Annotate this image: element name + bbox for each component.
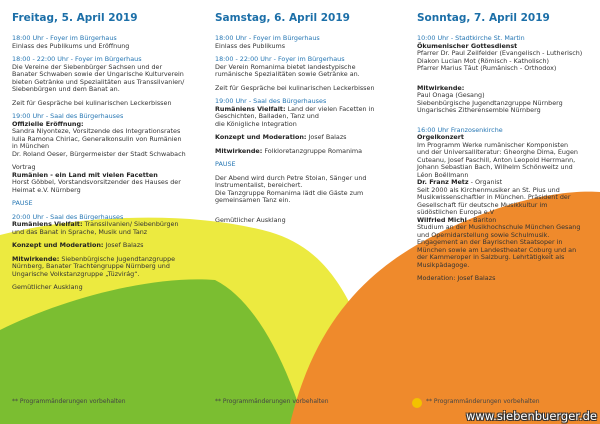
- text-line: Sandra Niyonteze, Vorsitzende des Integrationsrates: [12, 127, 181, 135]
- text-line: Iulia Ramona Chiriac, Generalkonsulin von Rumänien: [12, 134, 182, 143]
- text-line: Zeit für Gespräche bei kulinarischen Leckerbissen: [12, 98, 172, 107]
- heading: Mitwirkende:: [417, 83, 465, 92]
- text-line: Siebenbürgen und dem Banat an.: [12, 85, 120, 93]
- text-line: rumänische Spezialitäten sowie Getränke an.: [215, 70, 360, 78]
- text-line: Instrumentalist, bereichert.: [215, 181, 303, 189]
- text-line: Gesellschaft für deutsche Musikkultur im: [417, 200, 548, 209]
- sunday-block-3: [417, 127, 592, 180]
- sunday-block-1: [417, 35, 592, 73]
- column-sunday: [417, 0, 592, 289]
- watermark: www.siebenbuerger.de: [466, 409, 598, 423]
- time-label: 18:00 Uhr - Foyer im Bürgerhaus: [12, 34, 117, 42]
- text-line: südöstlichen Europa e.V: [417, 208, 495, 216]
- time-label: 18:00 - 22:00 Uhr - Foyer im Bürgerhaus: [12, 55, 142, 63]
- text-line: Siebenbürgische Jugendtanzgruppe Nürnberg: [417, 98, 563, 107]
- text-line: gemeinsamen Tanz ein.: [215, 196, 291, 204]
- saturday-block-5: [215, 134, 395, 142]
- text-line: Folkloretanzgruppe Romanima: [262, 146, 363, 155]
- text-line: Banater Schwaben sowie der Ungarische Kulturverein: [12, 70, 184, 78]
- text-line: Musikwissenschaftler in München. Präsident der: [417, 193, 571, 201]
- sunday-block-4: [417, 179, 592, 217]
- saturday-block-2: [215, 56, 395, 79]
- text-line: Johann Sebastian Bach, Wilhelm Schönweitz und: [417, 163, 573, 171]
- friday-block-7: [12, 242, 190, 250]
- text-line: Ungarisches Zitherensemble Nürnberg: [417, 106, 541, 114]
- text-line: Heimat e.V. Nürnberg: [12, 185, 81, 194]
- text-line: Léon Boëllmann: [417, 170, 469, 179]
- text-line: Pfarrer Dr. Paul Zeilfelder (Evangelisch - Lutherisch): [417, 49, 583, 57]
- text-line: die Königliche Integration: [215, 119, 297, 128]
- time-label: 19:00 Uhr - Saal des Bürgerhauses: [12, 112, 124, 120]
- friday-block-3: [12, 100, 190, 108]
- text-line: Diakon Lucian Mot (Römisch - Katholisch): [417, 56, 550, 65]
- text-line: Seit 2000 als Kirchenmusiker an St. Pius und: [417, 185, 560, 194]
- text-line: Studium an der Musikhochschule München Gesang: [417, 223, 581, 231]
- text-line: Cuteanu, Josef Paschill, Anton Leopold Herrmann,: [417, 155, 576, 164]
- sunday-block-6: [417, 275, 592, 283]
- text-line: Der Verein Romanima bietet landestypische: [215, 62, 356, 71]
- time-label: 16:00 Uhr Franzosenkirche: [417, 125, 503, 134]
- text-line: Musikpädagoge.: [417, 260, 470, 269]
- heading: Konzept und Moderation:: [215, 133, 307, 141]
- sunday-block-2: [417, 85, 592, 115]
- heading: Konzept und Moderation:: [12, 241, 104, 249]
- text-line: Vortrag: [12, 163, 36, 171]
- friday-block-1: [12, 35, 190, 50]
- text-line: der Kammeroper in Salzburg. Lehrtätigkeit als: [417, 253, 565, 261]
- text-line: - Organist: [468, 178, 503, 186]
- text-line: Die Vereine der Siebenbürger Sachsen und der: [12, 62, 163, 71]
- heading: Rumäniens Vielfalt:: [12, 220, 83, 228]
- text-line: München sowie am Landestheater Coburg und an: [417, 245, 577, 254]
- day-title-sunday: Sonntag, 7. April 2019: [417, 12, 550, 24]
- text-line: Im Programm Werke rumänischer Komponisten: [417, 140, 569, 149]
- text-line: Siebenbürgische Jugendtanzgruppe: [59, 254, 176, 263]
- saturday-block-1: [215, 35, 395, 50]
- text-line: Die Tanzgruppe Romanima lädt die Gäste zum: [215, 188, 364, 197]
- friday-block-5: [12, 164, 190, 194]
- text-line: Nürnberg, Banater Trachtengruppe Nürnberg und: [12, 262, 170, 270]
- saturday-block-8: [215, 217, 395, 225]
- column-saturday: [215, 0, 395, 230]
- text-line: Josef Balazs: [306, 133, 347, 141]
- text-line: bieten Getränke und Spezialitäten aus Transsilvanien/: [12, 77, 185, 86]
- text-line: und Opernidarstellung sowie Schulmusik.: [417, 230, 550, 239]
- saturday-block-6: [215, 148, 395, 156]
- text-line: und das Banat in Sprache, Musik und Tanz: [12, 227, 148, 236]
- saturday-pause: [215, 161, 395, 169]
- time-label: 20:00 Uhr - Saal des Bürgerhauses: [12, 212, 124, 221]
- saturday-block-4: [215, 98, 395, 128]
- time-label: 10:00 Uhr - Stadtkirche St. Martin: [417, 34, 525, 42]
- text-line: Ungarische Volkstanzgruppe „Tüzvirág“.: [12, 269, 140, 278]
- footer-note-sunday: ** Programmänderungen vorbehalten: [426, 398, 540, 405]
- text-line: Geschichten, Balladen, Tanz und: [215, 112, 319, 120]
- text-line: und der Universalliteratur: Gheorghe Dima, Eugen: [417, 148, 578, 156]
- heading: Rumänien - ein Land mit vielen Facetten: [12, 170, 158, 179]
- heading: Ökumenischer Gottesdienst: [417, 41, 518, 50]
- friday-block-9: [12, 284, 190, 292]
- time-label: 18:00 Uhr - Foyer im Bürgerhaus: [215, 34, 320, 42]
- text-line: Josef Balazs: [103, 241, 144, 249]
- footer-note-friday: ** Programmänderungen vorbehalten: [12, 398, 126, 405]
- text-line: in München: [12, 142, 50, 150]
- heading: Orgelkonzert: [417, 133, 464, 141]
- friday-pause: [12, 200, 190, 208]
- friday-block-2: [12, 56, 190, 94]
- text-line: Land der vielen Facetten in: [285, 104, 375, 113]
- heading: Mitwirkende:: [12, 254, 60, 263]
- heading: Offizielle Eröffnung:: [12, 119, 84, 128]
- logo-icon: [412, 398, 422, 408]
- text-line: Pfarrer Marius Tăut (Rumänisch - Orthodox): [417, 64, 557, 72]
- text-line: Horst Göbbel, Vorstandsvorsitzender des Hauses der: [12, 178, 181, 186]
- pause-label: PAUSE: [215, 160, 236, 168]
- text-line: Einlass des Publikums und Eröffnung: [12, 41, 130, 50]
- day-title-saturday: Samstag, 6. April 2019: [215, 12, 350, 24]
- text-line: Gemütlicher Ausklang: [215, 215, 286, 224]
- text-line: Moderation: Josef Balazs: [417, 274, 496, 282]
- friday-block-8: [12, 256, 190, 279]
- text-line: - Bariton: [466, 215, 497, 224]
- heading: Rumäniens Vielfalt:: [215, 104, 286, 113]
- friday-block-4: [12, 113, 190, 158]
- text-line: Engagement an der Bayrischen Staatsoper in: [417, 238, 563, 246]
- text-line: Dr. Roland Oeser, Bürgermeister der Stadt Schwabach: [12, 149, 186, 158]
- text-line: Gemütlicher Ausklang: [12, 283, 83, 291]
- time-label: 19:00 Uhr - Saal des Bürgerhauses: [215, 97, 327, 105]
- time-label: 18:00 - 22:00 Uhr - Foyer im Bürgerhaus: [215, 55, 345, 63]
- heading: Wilfried Michl: [417, 215, 467, 224]
- sunday-block-5: [417, 217, 592, 270]
- text-line: Zeit für Gespräche bei kulinarischen Leckerbissen: [215, 83, 375, 92]
- day-title-friday: Freitag, 5. April 2019: [12, 12, 138, 24]
- heading: Mitwirkende:: [215, 146, 263, 155]
- text-line: Der Abend wird durch Petre Stoian, Sänger und: [215, 173, 367, 182]
- text-line: Transsilvanien/ Siebenbürgen: [82, 220, 179, 228]
- text-line: Einlass des Publikums: [215, 41, 286, 50]
- text-line: Paul Onaga (Gesang): [417, 91, 485, 99]
- saturday-block-7: [215, 175, 395, 205]
- column-friday: [12, 0, 190, 298]
- footer-note-saturday: ** Programmänderungen vorbehalten: [215, 398, 329, 405]
- pause-label: PAUSE: [12, 199, 33, 207]
- saturday-block-3: [215, 85, 395, 93]
- friday-block-6: [12, 214, 190, 237]
- heading: Dr. Franz Metz: [417, 178, 469, 186]
